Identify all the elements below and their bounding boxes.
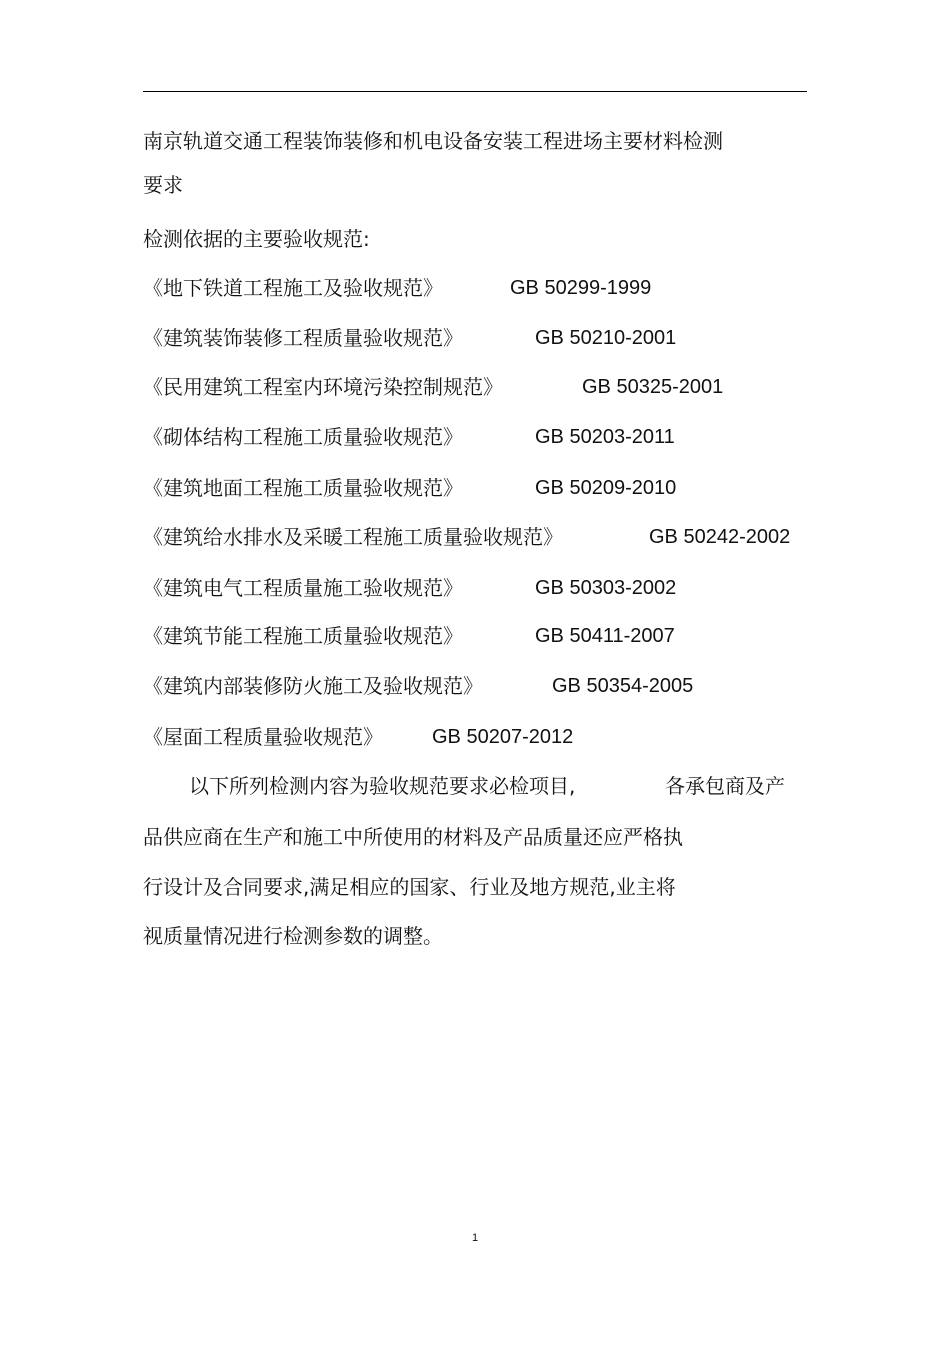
standard-code: GB 50209-2010 [535,477,677,499]
document-title-line-2: 要求 [143,173,183,197]
standard-code: GB 50299-1999 [510,277,652,299]
standard-name: 《建筑给水排水及采暖工程施工质量验收规范》 [143,525,563,549]
standard-code: GB 50354-2005 [552,675,694,697]
header-rule [143,91,807,92]
paragraph-line-1a: 以下所列检测内容为验收规范要求必检项目, [189,774,576,798]
standard-name: 《民用建筑工程室内环境污染控制规范》 [143,375,503,399]
standard-code: GB 50242-2002 [649,526,791,548]
paragraph-line-3: 行设计及合同要求,满足相应的国家、行业及地方规范,业主将 [143,875,676,899]
paragraph-line-1b: 各承包商及产 [665,774,785,798]
standard-name: 《屋面工程质量验收规范》 [143,725,383,749]
standard-code: GB 50303-2002 [535,577,677,599]
standard-name: 《建筑内部装修防火施工及验收规范》 [143,674,483,698]
standard-code: GB 50203-2011 [535,426,675,448]
standard-code: GB 50411-2007 [535,625,675,647]
basis-heading: 检测依据的主要验收规范: [143,227,370,251]
page-number: 1 [471,1232,479,1244]
standard-code: GB 50207-2012 [432,726,574,748]
standard-code: GB 50210-2001 [535,327,677,349]
document-title-line-1: 南京轨道交通工程装饰装修和机电设备安装工程进场主要材料检测 [143,129,723,153]
standard-name: 《建筑节能工程施工质量验收规范》 [143,624,463,648]
paragraph-line-2: 品供应商在生产和施工中所使用的材料及产品质量还应严格执 [143,825,683,849]
standard-code: GB 50325-2001 [582,376,724,398]
standard-name: 《地下铁道工程施工及验收规范》 [143,276,443,300]
standard-name: 《建筑地面工程施工质量验收规范》 [143,476,463,500]
standard-name: 《建筑电气工程质量施工验收规范》 [143,576,463,600]
standard-name: 《建筑装饰装修工程质量验收规范》 [143,326,463,350]
standard-name: 《砌体结构工程施工质量验收规范》 [143,425,463,449]
paragraph-line-4: 视质量情况进行检测参数的调整。 [143,924,443,948]
